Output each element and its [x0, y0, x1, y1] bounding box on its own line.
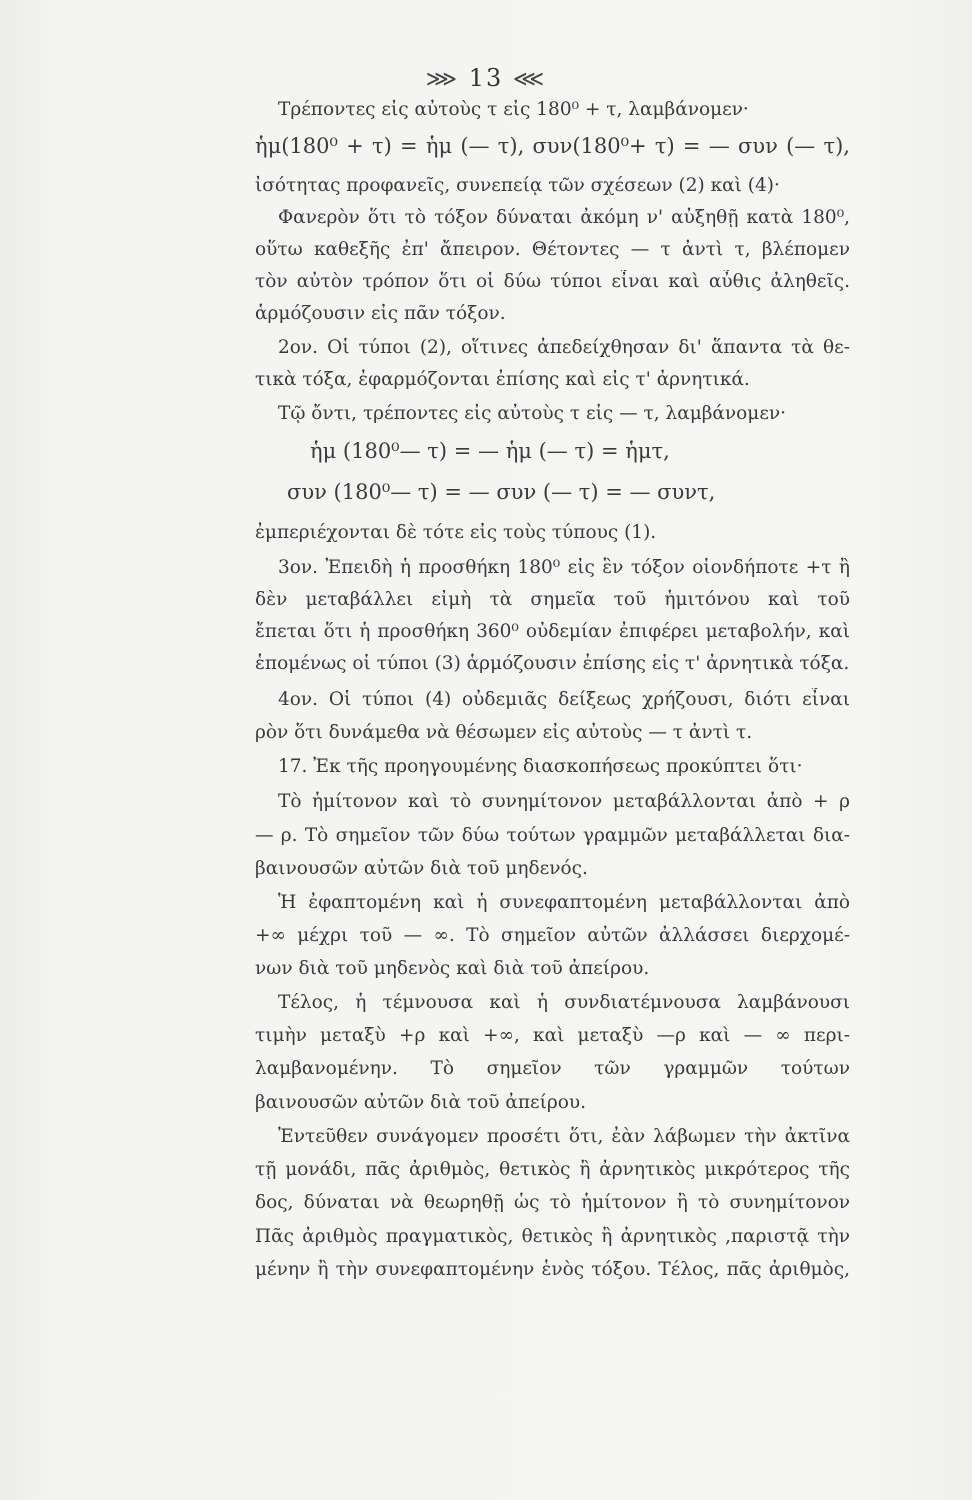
- text-line: βαινουσῶν αὐτῶν διὰ τοῦ μηδενός.: [255, 858, 588, 879]
- text-line: ρὸν ὅτι δυνάμεθα νὰ θέσωμεν εἰς αὐτοὺς — τ ἀντὶ τ.: [255, 722, 753, 743]
- text-line: Τὸ ἡμίτονον καὶ τὸ συνημίτονον μεταβάλλονται ἀπὸ + ρ: [278, 791, 850, 812]
- text-line: μένην ἢ τὴν συνεφαπτομένην ἑνὸς τόξου. Τέλος, πᾶς ἀριθμὸς,: [255, 1259, 850, 1280]
- text-line: Φανερὸν ὅτι τὸ τόξον δύναται ἀκόμη ν' αὐξηθῇ κατὰ 180⁰,: [278, 207, 850, 228]
- text-line: Τρέποντες εἰς αὐτοὺς τ εἰς 180⁰ + τ, λαμβάνομεν·: [278, 99, 749, 120]
- text-line: ἁρμόζουσιν εἰς πᾶν τόξον.: [255, 303, 506, 324]
- ornament-right-icon: ⋘: [512, 67, 547, 92]
- text-line: +∞ μέχρι τοῦ — ∞. Τὸ σημεῖον αὐτῶν ἀλλάσσει διερχομέ-: [255, 925, 850, 946]
- formula-line: ἡμ(180⁰ + τ) = ἡμ (— τ), συν(180⁰+ τ) = — συν (— τ),: [255, 134, 850, 158]
- text-line: ἔπεται ὅτι ἡ προσθήκη 360⁰ οὐδεμίαν ἐπιφέρει μεταβολήν, καὶ: [255, 621, 850, 642]
- text-line: ἐμπεριέχονται δὲ τότε εἰς τοὺς τύπους (1).: [255, 522, 657, 543]
- formula-line: συν (180⁰— τ) = — συν (— τ) = — συντ,: [287, 480, 716, 504]
- text-line: δὲν μεταβάλλει εἰμὴ τὰ σημεῖα τοῦ ἡμιτόνου καὶ τοῦ: [255, 589, 850, 610]
- text-line: ἰσότητας προφανεῖς, συνεπείᾳ τῶν σχέσεων (2) καὶ (4)·: [255, 175, 780, 196]
- text-line: Ἐντεῦθεν συνάγομεν προσέτι ὅτι, ἐὰν λάβωμεν τὴν ἀκτῖνα: [278, 1126, 850, 1147]
- text-line: Ἡ ἐφαπτομένη καὶ ἡ συνεφαπτομένη μεταβάλλονται ἀπὸ: [278, 892, 850, 913]
- page-header: [0, 64, 972, 92]
- text-line: νων διὰ τοῦ μηδενὸς καὶ διὰ τοῦ ἀπείρου.: [255, 958, 650, 979]
- text-line: ἑπομένως οἱ τύποι (3) ἁρμόζουσιν ἐπίσης εἰς τ' ἀρνητικὰ τόξα.: [255, 653, 850, 674]
- text-line: — ρ. Τὸ σημεῖον τῶν δύω τούτων γραμμῶν μεταβάλλεται δια-: [255, 825, 850, 846]
- text-line: τῇ μονάδι, πᾶς ἀριθμὸς, θετικὸς ἢ ἀρνητικὸς μικρότερος τῆς: [255, 1159, 850, 1180]
- text-line: 3ον. Ἐπειδὴ ἡ προσθήκη 180⁰ εἰς ἓν τόξον οἱονδήποτε +τ ἢ: [278, 557, 850, 578]
- ornament-left-icon: ⋙: [425, 67, 460, 92]
- formula-line: ἡμ (180⁰— τ) = — ἡμ (— τ) = ἡμτ,: [310, 439, 670, 463]
- text-line: οὕτω καθεξῆς ἐπ' ἄπειρον. Θέτοντες — τ ἀντὶ τ, βλέπομεν: [255, 239, 850, 260]
- text-line: τικὰ τόξα, ἐφαρμόζονται ἐπίσης καὶ εἰς τ' ἀρνητικά.: [255, 369, 750, 390]
- text-line: Τῷ ὄντι, τρέποντες εἰς αὐτοὺς τ εἰς — τ, λαμβάνομεν·: [278, 403, 787, 424]
- text-line: Πᾶς ἀριθμὸς πραγματικὸς, θετικὸς ἢ ἀρνητικὸς ,παριστᾷ τὴν: [255, 1226, 850, 1247]
- text-line: λαμβανομένην. Τὸ σημεῖον τῶν γραμμῶν τούτων: [255, 1058, 850, 1079]
- page-number: 13: [468, 64, 504, 92]
- text-line: 2ον. Οἱ τύποι (2), οἵτινες ἀπεδείχθησαν δι' ἅπαντα τὰ θε-: [278, 337, 850, 358]
- section-heading-17: 17. Ἐκ τῆς προηγουμένης διασκοπήσεως προκύπτει ὅτι·: [278, 756, 803, 777]
- text-line: δος, δύναται νὰ θεωρηθῇ ὡς τὸ ἡμίτονον ἢ τὸ συνημίτονον: [255, 1192, 850, 1213]
- text-line: Τέλος, ἡ τέμνουσα καὶ ἡ συνδιατέμνουσα λαμβάνουσι: [278, 992, 850, 1013]
- text-line: τὸν αὐτὸν τρόπον ὅτι οἱ δύω τύποι εἶναι καὶ αὖθις ἀληθεῖς.: [255, 271, 850, 292]
- text-line: 4ον. Οἱ τύποι (4) οὐδεμιᾶς δείξεως χρήζουσι, διότι εἶναι: [278, 689, 850, 710]
- text-line: βαινουσῶν αὐτῶν διὰ τοῦ ἀπείρου.: [255, 1092, 586, 1113]
- text-line: τιμὴν μεταξὺ +ρ καὶ +∞, καὶ μεταξὺ —ρ καὶ — ∞ περι-: [255, 1025, 850, 1046]
